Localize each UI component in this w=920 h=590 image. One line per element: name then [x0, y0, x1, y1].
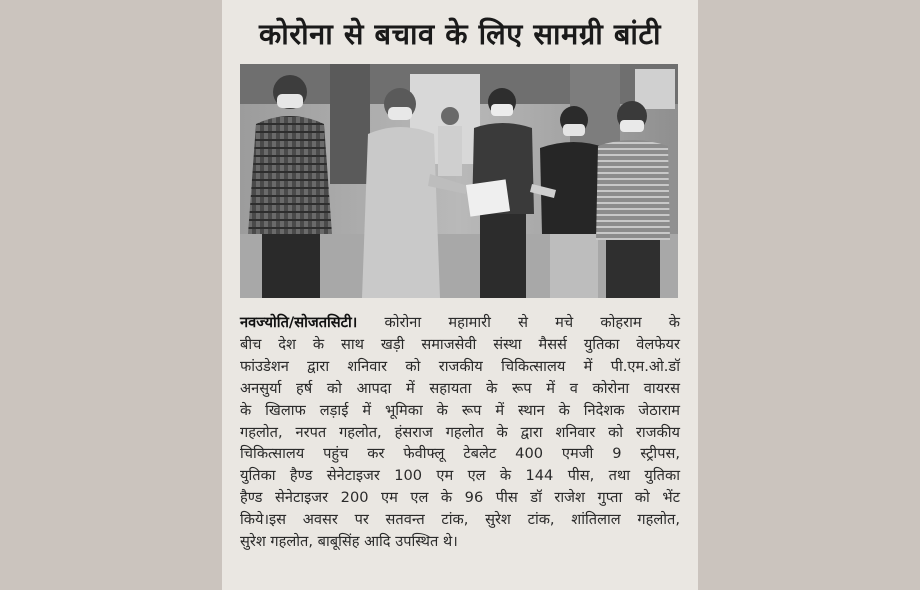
article-line: नवज्योति/सोजतसिटी। कोरोना महामारी से मचे कोहराम के: [240, 314, 680, 331]
article-line: बीच देश के साथ खड़ी समाजसेवी संस्था मैसर्स युतिका वेलफेयर: [240, 335, 680, 353]
article-line: गहलोत, नरपत गहलोत, हंसराज गहलोत के द्वारा शनिवार को राजकीय: [240, 423, 680, 441]
person-background: [438, 107, 462, 176]
article-line: सुरेश गहलोत, बाबूसिंह आदि उपस्थित थे।: [240, 533, 458, 551]
dateline: नवज्योति/सोजतसिटी।: [240, 314, 358, 331]
news-photo: [240, 64, 678, 298]
article-line: किये।इस अवसर पर सतवन्त टांक, सुरेश टांक, शांतिलाल गहलोत,: [240, 511, 680, 529]
article-line: अनसुर्या हर्ष को आपदा में सहायता के रूप में व कोरोना वायरस: [240, 379, 680, 397]
newspaper-clipping: [222, 0, 698, 590]
article-line: के खिलाफ लड़ाई में भूमिका के रूप में स्थान के निदेशक जेठाराम: [240, 401, 680, 419]
article-line: फांउडेशन द्वारा शनिवार को राजकीय चिकित्सालय में पी.एम.ओ.डॉ: [240, 357, 680, 375]
article-line: हैण्ड सेनेटाइजर 200 एम एल के 96 पीस डॉ राजेश गुप्ता को भेंट: [240, 489, 680, 507]
article-line: चिकित्सालय पहुंच कर फेवीफ्लू टेबलेट 400 एमजी 9 स्ट्रीपस,: [240, 445, 680, 463]
headline: कोरोना से बचाव के लिए सामग्री बांटी: [258, 17, 662, 51]
news-photo-image: [240, 64, 678, 298]
article-body: [240, 312, 680, 553]
article-line: युतिका हैण्ड सेनेटाइजर 100 एम एल के 144 पीस, तथा युतिका: [240, 467, 680, 485]
